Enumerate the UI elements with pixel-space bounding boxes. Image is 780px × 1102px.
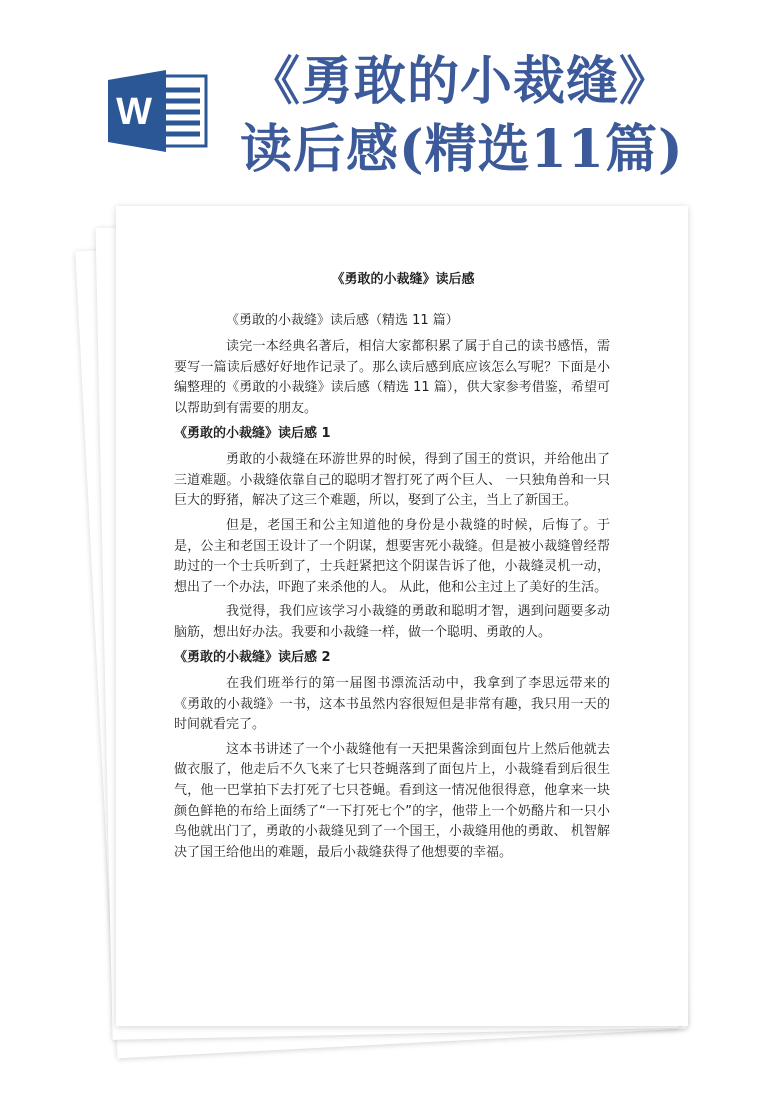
document-subtitle: 《勇敢的小裁缝》读后感（精选 11 篇） [226, 312, 459, 328]
section-paragraph: 这本书讲述了一个小裁缝他有一天把果酱涂到面包片上然后他就去做衣服了，他走后不久飞来了七只苍蝇落到了面包片上，小裁缝看到后很生气，他一巴掌拍下去打死了七只苍蝇。看到这一情况他很得意，他拿来一块颜色鲜艳的布给上面绣了“一下打死七个”的字，他带上一个奶酪片和一只小鸟他就出门了，勇敢的小裁缝见到了一个国王，小裁缝用他的勇敢、 机智解决了国王给他出的难题，最后小裁缝获得了他想要的幸福。 [174, 741, 610, 860]
svg-text:W: W [116, 91, 152, 133]
title-line-2: 读后感(精选11篇) [240, 119, 684, 180]
section-paragraph: 在我们班举行的第一届图书漂流活动中，我拿到了李思远带来的《勇敢的小裁缝》一书，这本书虽然内容很短但是非常有趣，我只用一天的时间就看完了。 [174, 676, 610, 733]
page-title [240, 48, 684, 184]
section-paragraph: 但是，老国王和公主知道他的身份是小裁缝的时候，后悔了。于是，公主和老国王设计了一个阴谋，想要害死小裁缝。但是被小裁缝曾经帮助过的一个士兵听到了，士兵赶紧把这个阴谋告诉了他，小裁缝灵机一动，想出了一个办法，吓跑了来杀他的人。 从此，他和公主过上了美好的生活。 [174, 517, 610, 595]
word-icon [108, 70, 208, 152]
document-body [174, 270, 610, 867]
document-title: 《勇敢的小裁缝》读后感 [331, 272, 475, 287]
section-heading: 《勇敢的小裁缝》读后感 2 [174, 649, 331, 665]
title-line-1: 《勇敢的小裁缝》 [247, 51, 672, 112]
section-heading: 《勇敢的小裁缝》读后感 1 [174, 425, 331, 441]
section-paragraph: 我觉得，我们应该学习小裁缝的勇敢和聪明才智，遇到问题要多动脑筋，想出好办法。我要和小裁缝一样，做一个聪明、勇敢的人。 [174, 604, 610, 640]
intro-paragraph: 读完一本经典名著后，相信大家都积累了属于自己的读书感悟，需要写一篇读后感好好地作记录了。那么读后感到底应该怎么写呢？下面是小编整理的《勇敢的小裁缝》读后感（精选 11 篇），供大家参考借鉴，希望可以帮助到有需要的朋友。 [174, 339, 610, 416]
section-paragraph: 勇敢的小裁缝在环游世界的时候，得到了国王的赏识，并给他出了三道难题。小裁缝依靠自己的聪明才智打死了两个巨人、 一只独角兽和一只巨大的野猪，解决了这三个难题，所以，娶到了公主，当上了新国王。 [174, 452, 610, 509]
